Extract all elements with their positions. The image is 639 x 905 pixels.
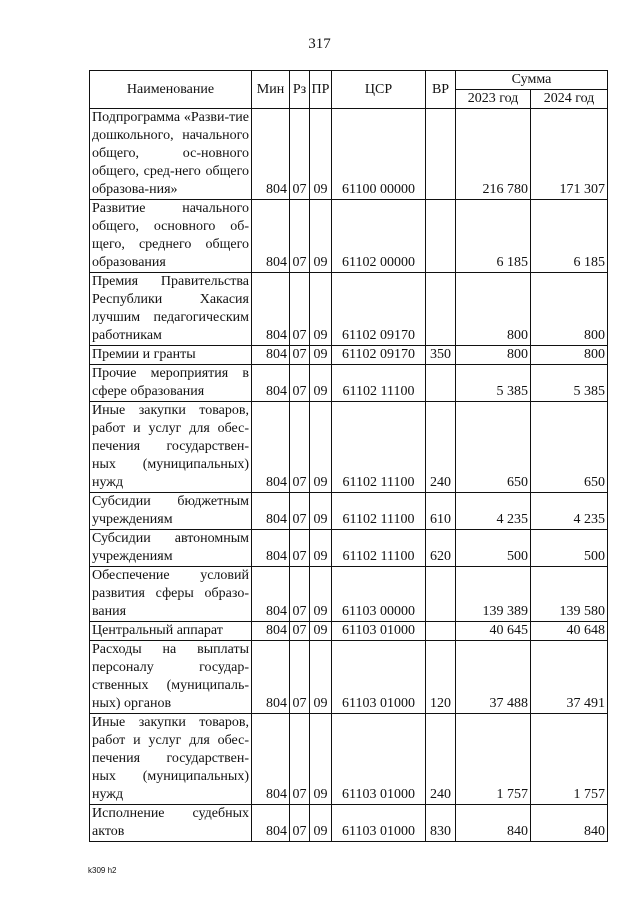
row-csr: 61102 11100 [332, 493, 426, 530]
row-name: Обеспечение условий развития сферы образо-вания [90, 567, 252, 622]
row-rz: 07 [290, 641, 310, 714]
row-pr: 09 [310, 641, 332, 714]
row-name: Премии и гранты [90, 346, 252, 365]
row-name: Развитие начального общего, основного об-щего, среднего общего образования [90, 200, 252, 273]
row-name: Иные закупки товаров, работ и услуг для обес-печения государствен-ных (муниципальных) нужд [90, 402, 252, 493]
row-vr: 240 [426, 402, 456, 493]
row-rz: 07 [290, 365, 310, 402]
row-name: Премия Правительства Республики Хакасия лучшим педагогическим работникам [90, 273, 252, 346]
row-pr: 09 [310, 346, 332, 365]
row-2024: 5 385 [531, 365, 608, 402]
row-pr: 09 [310, 714, 332, 805]
row-vr [426, 622, 456, 641]
row-2024: 800 [531, 346, 608, 365]
row-vr [426, 365, 456, 402]
row-csr: 61102 00000 [332, 200, 426, 273]
row-vr [426, 567, 456, 622]
header-vr: ВР [426, 71, 456, 109]
header-sum: Сумма [456, 71, 608, 90]
row-name: Исполнение судебных актов [90, 805, 252, 842]
row-rz: 07 [290, 805, 310, 842]
row-2023: 139 389 [456, 567, 531, 622]
row-rz: 07 [290, 346, 310, 365]
table-row [90, 567, 608, 622]
row-name: Иные закупки товаров, работ и услуг для обес-печения государствен-ных (муниципальных) нужд [90, 714, 252, 805]
row-csr: 61103 01000 [332, 805, 426, 842]
row-csr: 61102 11100 [332, 530, 426, 567]
row-2023: 840 [456, 805, 531, 842]
row-rz: 07 [290, 714, 310, 805]
table-row [90, 641, 608, 714]
row-min: 804 [252, 273, 290, 346]
row-name: Субсидии автономным учреждениям [90, 530, 252, 567]
row-csr: 61103 01000 [332, 641, 426, 714]
row-pr: 09 [310, 567, 332, 622]
header-2023: 2023 год [456, 90, 531, 109]
row-min: 804 [252, 567, 290, 622]
row-vr [426, 200, 456, 273]
row-name: Центральный аппарат [90, 622, 252, 641]
table-row [90, 200, 608, 273]
row-rz: 07 [290, 273, 310, 346]
row-name: Прочие мероприятия в сфере образования [90, 365, 252, 402]
row-min: 804 [252, 493, 290, 530]
header-csr: ЦСР [332, 71, 426, 109]
row-vr [426, 109, 456, 200]
row-2023: 800 [456, 346, 531, 365]
table-row [90, 365, 608, 402]
row-rz: 07 [290, 200, 310, 273]
row-vr: 350 [426, 346, 456, 365]
row-vr [426, 273, 456, 346]
row-rz: 07 [290, 567, 310, 622]
row-csr: 61102 11100 [332, 365, 426, 402]
row-vr: 240 [426, 714, 456, 805]
row-min: 804 [252, 365, 290, 402]
header-2024: 2024 год [531, 90, 608, 109]
row-csr: 61102 11100 [332, 402, 426, 493]
header-min: Мин [252, 71, 290, 109]
row-rz: 07 [290, 530, 310, 567]
row-csr: 61102 09170 [332, 273, 426, 346]
table-row [90, 109, 608, 200]
row-min: 804 [252, 200, 290, 273]
row-vr: 610 [426, 493, 456, 530]
table-row [90, 622, 608, 641]
row-pr: 09 [310, 365, 332, 402]
budget-table [89, 70, 608, 842]
header-name: Наименование [90, 71, 252, 109]
row-vr: 830 [426, 805, 456, 842]
table-row [90, 402, 608, 493]
row-min: 804 [252, 109, 290, 200]
row-2023: 4 235 [456, 493, 531, 530]
header-pr: ПР [310, 71, 332, 109]
row-2024: 6 185 [531, 200, 608, 273]
row-min: 804 [252, 622, 290, 641]
row-2023: 500 [456, 530, 531, 567]
row-2024: 1 757 [531, 714, 608, 805]
row-min: 804 [252, 805, 290, 842]
row-min: 804 [252, 641, 290, 714]
row-2024: 171 307 [531, 109, 608, 200]
row-2023: 1 757 [456, 714, 531, 805]
row-vr: 120 [426, 641, 456, 714]
row-csr: 61102 09170 [332, 346, 426, 365]
row-pr: 09 [310, 530, 332, 567]
footer-code: k309 h2 [88, 866, 117, 875]
row-2023: 6 185 [456, 200, 531, 273]
row-2023: 650 [456, 402, 531, 493]
row-pr: 09 [310, 805, 332, 842]
row-2024: 800 [531, 273, 608, 346]
row-pr: 09 [310, 622, 332, 641]
row-name: Субсидии бюджетным учреждениям [90, 493, 252, 530]
row-2024: 40 648 [531, 622, 608, 641]
row-rz: 07 [290, 622, 310, 641]
row-pr: 09 [310, 109, 332, 200]
row-2024: 37 491 [531, 641, 608, 714]
row-rz: 07 [290, 402, 310, 493]
row-min: 804 [252, 402, 290, 493]
page-number: 317 [308, 36, 331, 52]
table-row [90, 346, 608, 365]
row-2024: 840 [531, 805, 608, 842]
row-csr: 61103 01000 [332, 714, 426, 805]
row-name: Расходы на выплаты персоналу государ-ственных (муниципаль-ных) органов [90, 641, 252, 714]
row-rz: 07 [290, 493, 310, 530]
table-row [90, 805, 608, 842]
table-row [90, 714, 608, 805]
row-2024: 139 580 [531, 567, 608, 622]
header-rz: Рз [290, 71, 310, 109]
row-2023: 40 645 [456, 622, 531, 641]
row-min: 804 [252, 346, 290, 365]
row-2023: 37 488 [456, 641, 531, 714]
row-2023: 800 [456, 273, 531, 346]
row-csr: 61100 00000 [332, 109, 426, 200]
row-csr: 61103 01000 [332, 622, 426, 641]
row-pr: 09 [310, 273, 332, 346]
row-vr: 620 [426, 530, 456, 567]
row-pr: 09 [310, 200, 332, 273]
row-2024: 4 235 [531, 493, 608, 530]
table-row [90, 530, 608, 567]
row-csr: 61103 00000 [332, 567, 426, 622]
row-pr: 09 [310, 402, 332, 493]
row-pr: 09 [310, 493, 332, 530]
row-min: 804 [252, 530, 290, 567]
table-row [90, 273, 608, 346]
row-min: 804 [252, 714, 290, 805]
row-2024: 500 [531, 530, 608, 567]
table-row [90, 493, 608, 530]
row-name: Подпрограмма «Разви-тие дошкольного, начального общего, ос-новного общего, сред-него общего образова-ния» [90, 109, 252, 200]
row-2024: 650 [531, 402, 608, 493]
row-rz: 07 [290, 109, 310, 200]
row-2023: 5 385 [456, 365, 531, 402]
row-2023: 216 780 [456, 109, 531, 200]
